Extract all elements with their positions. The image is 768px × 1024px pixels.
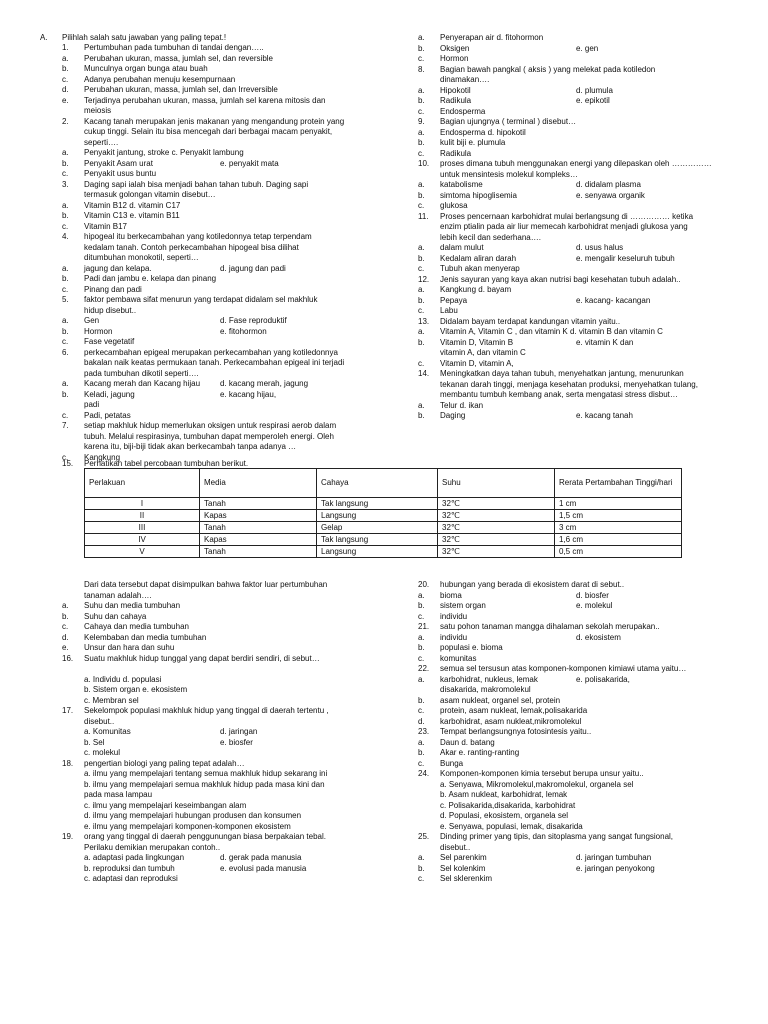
text-line: e. molekul bbox=[576, 601, 613, 610]
header-media: Media bbox=[200, 469, 317, 498]
header-rerata: Rerata Pertambahan Tinggi/hari bbox=[555, 469, 682, 498]
text-line: 25. bbox=[418, 832, 430, 841]
text-line: sistem organ bbox=[440, 601, 486, 610]
text-line: c. bbox=[418, 201, 425, 210]
table-cell: Langsung bbox=[317, 510, 438, 522]
text-line: Vitamin D, vitamin A, bbox=[440, 358, 514, 368]
text-line: Kacang merah dan Kacang hijau bbox=[84, 379, 201, 388]
text-line: e. epikotil bbox=[576, 96, 610, 105]
text-line: tubuh. Melalui respirasinya, tumbuhan dapat memperoleh energi. Oleh bbox=[84, 431, 334, 441]
text-line: Suatu makhluk hidup tunggal yang dapat berdiri sendiri, di sebut… bbox=[84, 653, 320, 663]
text-line: dinamakan…. bbox=[440, 75, 490, 84]
text-line: d. didalam plasma bbox=[576, 180, 641, 189]
text-line: b. bbox=[62, 389, 69, 399]
text-line: d. usus halus bbox=[576, 243, 624, 252]
text-line: Jenis sayuran yang kaya akan nutrisi bagi kesehatan tubuh adalah.. bbox=[440, 274, 681, 284]
text-line: b. bbox=[418, 643, 425, 652]
text-line: b. bbox=[62, 211, 69, 220]
text-line: a. ilmu yang mempelajari tentang semua makhluk hidup sekarang ini bbox=[84, 769, 328, 778]
experiment-table bbox=[84, 468, 682, 558]
text-line: Pinang dan padi bbox=[84, 284, 142, 294]
text-line: 12. bbox=[418, 274, 430, 284]
text-line: e. gen bbox=[576, 43, 599, 53]
text-line: b. bbox=[418, 337, 425, 347]
table-row bbox=[85, 522, 682, 534]
text-line: c. bbox=[62, 337, 69, 346]
text-line: pada masa lampau bbox=[84, 790, 153, 799]
text-line: e. ilmu yang mempelajari komponen-komponen ekosistem bbox=[84, 821, 291, 831]
table-cell: Kapas bbox=[200, 534, 317, 546]
text-line: c. bbox=[62, 452, 69, 462]
text-line: kulit biji e. plumula bbox=[440, 138, 506, 147]
text-line: a. bbox=[62, 53, 69, 63]
text-line: b. bbox=[418, 96, 425, 105]
text-line: d. gerak pada manusia bbox=[220, 853, 302, 862]
text-line: Fase vegetatif bbox=[84, 337, 135, 346]
text-line: d. bbox=[62, 632, 69, 642]
text-line: 13. bbox=[418, 316, 430, 326]
text-line: b. bbox=[62, 326, 69, 336]
text-line: Sel kolenkim bbox=[440, 863, 486, 873]
table-cell: 1 cm bbox=[555, 498, 682, 510]
text-line: Daun d. batang bbox=[440, 737, 495, 747]
table-cell: Tak langsung bbox=[317, 534, 438, 546]
text-line: bioma bbox=[440, 590, 462, 600]
text-line: termasuk golongan vitamin disebut… bbox=[84, 190, 216, 199]
text-line: 7. bbox=[62, 421, 69, 430]
text-line: Kacang tanah merupakan jenis makanan yang mengandung protein yang bbox=[84, 116, 345, 126]
text-line: Hormon bbox=[440, 54, 469, 63]
text-line: b. ilmu yang mempelajari semua makhluk hidup pada masa kini dan bbox=[84, 779, 325, 789]
table-header-row bbox=[85, 469, 682, 498]
text-line: Penyakit Asam urat bbox=[84, 158, 153, 168]
text-line: Kelembaban dan media tumbuhan bbox=[84, 632, 207, 642]
text-line: b. Asam nukleat, karbohidrat, lemak bbox=[440, 790, 568, 799]
text-line: Tubuh akan menyerap bbox=[440, 264, 520, 273]
table-cell: 1,5 cm bbox=[555, 510, 682, 522]
text-line: Kangkung bbox=[84, 452, 121, 462]
text-line: hubungan yang berada di ekosistem darat di sebut.. bbox=[440, 580, 625, 589]
table-cell: I bbox=[85, 498, 200, 510]
text-line: e. vitamin K dan bbox=[576, 337, 634, 347]
text-line: d. bbox=[418, 716, 425, 726]
text-line: b. reproduksi dan tumbuh bbox=[84, 863, 175, 873]
text-line: 11. bbox=[418, 211, 429, 221]
text-line: e. bbox=[62, 95, 69, 105]
text-line: c. ilmu yang mempelajari keseimbangan alam bbox=[84, 800, 247, 810]
text-line: Suhu dan cahaya bbox=[84, 611, 147, 621]
table-row bbox=[85, 546, 682, 558]
text-line: individu bbox=[440, 632, 468, 642]
text-line: 17. bbox=[62, 706, 74, 715]
text-line: d. jaringan tumbuhan bbox=[576, 853, 652, 862]
text-line: tanaman adalah…. bbox=[84, 590, 152, 600]
table-row bbox=[85, 498, 682, 510]
text-line: b. bbox=[418, 295, 425, 305]
text-line: padi bbox=[84, 400, 100, 409]
text-line: komunitas bbox=[440, 653, 477, 663]
text-line: b. bbox=[418, 863, 425, 873]
text-line: individu bbox=[440, 611, 468, 621]
text-line: c. bbox=[418, 148, 425, 158]
text-line: b. bbox=[418, 190, 425, 200]
text-line: vitamin A, dan vitamin C bbox=[440, 348, 526, 357]
text-line: c. molekul bbox=[84, 748, 121, 757]
text-line: Daging sapi ialah bisa menjadi bahan tahan tubuh. Daging sapi bbox=[84, 179, 309, 189]
text-line: a. Senyawa, Mikromolekul,makromolekul, organela sel bbox=[440, 779, 634, 789]
text-line: Keladi, jagung bbox=[84, 389, 135, 399]
text-line: a. bbox=[418, 853, 425, 862]
text-line: e. senyawa organik bbox=[576, 190, 645, 200]
text-line: e. kacang tanah bbox=[576, 411, 633, 420]
text-line: 18. bbox=[62, 758, 74, 768]
text-line: c. bbox=[62, 74, 69, 84]
table-cell: Langsung bbox=[317, 546, 438, 558]
text-line: meiosis bbox=[84, 106, 112, 115]
text-line: Hormon bbox=[84, 326, 113, 336]
text-line: simtoma hipoglisemia bbox=[440, 190, 517, 200]
table-row bbox=[85, 510, 682, 522]
header-cahaya: Cahaya bbox=[317, 469, 438, 498]
text-line: c. Polisakarida,disakarida, karbohidrat bbox=[440, 800, 576, 810]
text-line: karbohidrat, nukleus, lemak bbox=[440, 674, 538, 684]
text-line: Perubahan ukuran, massa, jumlah sel, dan reversible bbox=[84, 53, 273, 63]
text-line: c. bbox=[62, 221, 69, 231]
text-line: 23. bbox=[418, 727, 430, 736]
text-line: c. bbox=[418, 653, 425, 663]
text-line: e. mengalir keseluruh tubuh bbox=[576, 253, 675, 263]
text-line: e. Senyawa, populasi, lemak, disakarida bbox=[440, 821, 583, 831]
text-line: Hipokotil bbox=[440, 85, 471, 95]
text-line: Bagian bawah pangkal ( aksis ) yang melekat pada kotiledon bbox=[440, 64, 656, 74]
text-line: b. bbox=[62, 158, 69, 168]
text-line: c. bbox=[418, 54, 425, 63]
text-line: Radikula bbox=[440, 96, 472, 105]
text-line: Munculnya organ bunga atau buah bbox=[84, 64, 208, 73]
text-line: c. bbox=[418, 874, 425, 883]
text-line: 22. bbox=[418, 664, 430, 673]
text-line: untuk mensintesis molekul kompleks… bbox=[440, 169, 578, 179]
text-line: a. bbox=[62, 200, 69, 210]
text-line: Penyakit jantung, stroke c. Penyakit lambung bbox=[84, 148, 244, 157]
table-cell: 3 cm bbox=[555, 522, 682, 534]
text-line: Sel parenkim bbox=[440, 853, 487, 862]
text-line: a. bbox=[418, 400, 425, 410]
text-line: Didalam bayam terdapat kandungan vitamin yaitu.. bbox=[440, 316, 621, 326]
text-line: karena itu, biji-biji tidak akan berkecambah tanpa adanya … bbox=[84, 442, 297, 451]
text-line: hidup disebut.. bbox=[84, 305, 137, 315]
text-line: Daging bbox=[440, 411, 466, 420]
text-line: glukosa bbox=[440, 201, 468, 210]
text-line: b. Sistem organ e. ekosistem bbox=[84, 685, 188, 694]
section-label: A. bbox=[40, 33, 48, 42]
text-line: 19. bbox=[62, 832, 74, 841]
text-line: setiap makhluk hidup memerlukan oksigen untuk respirasi aerob dalam bbox=[84, 421, 337, 430]
table-cell: IV bbox=[85, 534, 200, 546]
text-line: enzim ptialin pada air liur memecah karbohidrat menjadi glukosa yang bbox=[440, 222, 688, 231]
text-line: Tempat berlangsungnya fotosintesis yaitu.. bbox=[440, 727, 592, 736]
text-line: d. jaringan bbox=[220, 727, 258, 736]
text-line: b. bbox=[418, 748, 425, 757]
q15-number: 15. bbox=[62, 459, 74, 468]
text-line: Dari data tersebut dapat disimpulkan bahwa faktor luar pertumbuhan bbox=[84, 580, 328, 589]
text-line: orang yang tinggal di daerah penggunungan biasa berpakaian tebal. bbox=[84, 832, 326, 841]
text-line: e. kacang- kacangan bbox=[576, 295, 651, 305]
text-line: Perilaku demikian merupakan contoh.. bbox=[84, 842, 221, 852]
text-line: Endosperma bbox=[440, 106, 486, 116]
text-line: a. bbox=[418, 243, 425, 252]
text-line: b. bbox=[62, 274, 69, 283]
text-line: kedalam tanah. Contoh perkecambahan hipogeal bisa dilihat bbox=[84, 242, 299, 252]
table-cell: 0,5 cm bbox=[555, 546, 682, 558]
text-line: satu pohon tanaman mangga dihalaman sekolah merupakan.. bbox=[440, 622, 660, 631]
text-line: 20. bbox=[418, 580, 430, 589]
text-line: jagung dan kelapa. bbox=[84, 263, 152, 273]
text-line: Vitamin B12 d. vitamin C17 bbox=[84, 200, 181, 210]
text-line: e. biosfer bbox=[220, 737, 253, 747]
text-line: 24. bbox=[418, 769, 430, 778]
text-line: b. bbox=[62, 611, 69, 621]
q15-text: Perhatikan tabel percobaan tumbuhan berikut. bbox=[84, 459, 249, 468]
text-line: Kangkung d. bayam bbox=[440, 285, 512, 294]
text-line: Vitamin C13 e. vitamin B11 bbox=[84, 211, 180, 220]
text-line: a. bbox=[418, 127, 425, 137]
text-line: 4. bbox=[62, 232, 69, 241]
text-line: a. bbox=[62, 316, 69, 325]
text-line: Penyakit usus buntu bbox=[84, 169, 157, 178]
table-cell: II bbox=[85, 510, 200, 522]
text-line: 10. bbox=[418, 159, 430, 168]
text-line: Komponen-komponen kimia tersebut berupa unsur yaitu.. bbox=[440, 769, 644, 778]
table-cell: Kapas bbox=[200, 510, 317, 522]
text-line: c. bbox=[418, 306, 425, 315]
text-line: protein, asam nukleat, lemak,polisakarida bbox=[440, 706, 588, 715]
text-line: a. bbox=[418, 737, 425, 747]
text-line: Penyerapan air d. fitohormon bbox=[440, 33, 544, 42]
text-line: d. kacang merah, jagung bbox=[220, 379, 309, 388]
header-perlakuan: Perlakuan bbox=[85, 469, 200, 498]
text-line: cukup tinggi. Selain itu bisa mencegah dari berbagai macam penyakit, bbox=[84, 127, 333, 136]
text-line: 16. bbox=[62, 653, 74, 663]
text-line: c. adaptasi dan reproduksi bbox=[84, 874, 178, 883]
text-line: a. Komunitas bbox=[84, 727, 131, 736]
text-line: dalam mulut bbox=[440, 243, 484, 252]
table-cell: V bbox=[85, 546, 200, 558]
text-line: a. bbox=[418, 590, 425, 600]
text-line: Pepaya bbox=[440, 295, 468, 305]
text-line: d. ilmu yang mempelajari hubungan produsen dan konsumen bbox=[84, 811, 302, 820]
text-line: d. plumula bbox=[576, 85, 613, 95]
text-line: Proses pencernaan karbohidrat mulai berlangsung di …………… ketika bbox=[440, 211, 694, 221]
text-line: pada tumbuhan dikotil seperti…. bbox=[84, 368, 199, 378]
text-line: a. bbox=[62, 148, 69, 157]
text-line: Kedalam aliran darah bbox=[440, 253, 517, 263]
text-line: Meningkatkan daya tahan tubuh, menyehatkan jantung, menurunkan bbox=[440, 369, 684, 378]
text-line: Radikula bbox=[440, 148, 472, 158]
text-line: Vitamin A, Vitamin C , dan vitamin K d. vitamin B dan vitamin C bbox=[440, 327, 663, 336]
text-line: e. penyakit mata bbox=[220, 158, 279, 168]
text-line: 14. bbox=[418, 369, 430, 378]
text-line: Padi, petatas bbox=[84, 410, 131, 420]
text-line: disakarida, makromolekul bbox=[440, 685, 531, 694]
header-suhu: Suhu bbox=[438, 469, 555, 498]
text-line: a. bbox=[418, 285, 425, 294]
text-line: 8. bbox=[418, 64, 425, 74]
text-line: c. bbox=[62, 622, 69, 631]
text-line: a. adaptasi pada lingkungan bbox=[84, 853, 185, 862]
text-line: karbohidrat, asam nukleat,mikromolekul bbox=[440, 716, 582, 726]
text-line: c. bbox=[418, 758, 425, 768]
text-line: e. fitohormon bbox=[220, 326, 267, 336]
table-cell: 32℃ bbox=[438, 534, 555, 546]
text-line: Unsur dan hara dan suhu bbox=[84, 643, 175, 652]
text-line: perkecambahan epigeal merupakan perkecambahan yang kotiledonnya bbox=[84, 347, 338, 357]
table-cell: 32℃ bbox=[438, 498, 555, 510]
text-line: 5. bbox=[62, 295, 69, 304]
text-line: a. bbox=[418, 632, 425, 642]
text-line: Sel sklerenkim bbox=[440, 874, 493, 883]
text-line: c. Membran sel bbox=[84, 695, 139, 705]
text-line: a. bbox=[418, 327, 425, 336]
text-line: Endosperma d. hipokotil bbox=[440, 127, 526, 137]
text-line: Terjadinya perubahan ukuran, massa, jumlah sel karena mitosis dan bbox=[84, 95, 326, 105]
text-line: a. bbox=[62, 601, 69, 610]
text-line: 9. bbox=[418, 117, 425, 126]
text-line: Suhu dan media tumbuhan bbox=[84, 601, 181, 610]
text-line: Sekelompok populasi makhluk hidup yang tinggal di daerah tertentu , bbox=[84, 706, 329, 715]
text-line: pengertian biologi yang paling tepat adalah… bbox=[84, 758, 245, 768]
text-line: b. bbox=[418, 695, 425, 705]
text-line: c. bbox=[62, 410, 69, 420]
text-line: Vitamin B17 bbox=[84, 221, 127, 231]
text-line: b. bbox=[418, 138, 425, 147]
text-line: hipogeal itu berkecambahan yang kotiledonnya tetap terpendam bbox=[84, 232, 312, 241]
text-line: disebut.. bbox=[440, 842, 471, 852]
table-cell: Tanah bbox=[200, 546, 317, 558]
text-line: seperti…. bbox=[84, 137, 119, 147]
text-line: Gen bbox=[84, 316, 100, 325]
table-cell: 32℃ bbox=[438, 522, 555, 534]
text-line: e. bbox=[62, 643, 69, 652]
text-line: c. bbox=[418, 706, 425, 715]
text-line: bakalan naik keatas permukaan tanah. Perkecambahan epigeal ini terjadi bbox=[84, 358, 345, 367]
table-cell: Gelap bbox=[317, 522, 438, 534]
table-row bbox=[85, 534, 682, 546]
text-line: b. bbox=[418, 43, 425, 53]
text-line: c. bbox=[418, 611, 425, 621]
text-line: c. bbox=[418, 358, 425, 368]
text-line: Pertumbuhan pada tumbuhan di tandai dengan….. bbox=[84, 43, 264, 52]
text-line: Cahaya dan media tumbuhan bbox=[84, 622, 189, 631]
text-line: Telur d. ikan bbox=[440, 400, 484, 410]
table-cell: 32℃ bbox=[438, 546, 555, 558]
text-line: e. polisakarida, bbox=[576, 674, 630, 684]
text-line: Padi dan jambu e. kelapa dan pinang bbox=[84, 274, 217, 283]
text-line: Vitamin D, Vitamin B bbox=[440, 337, 514, 347]
text-line: faktor pembawa sifat menurun yang terdapat didalam sel makhluk bbox=[84, 295, 318, 304]
text-line: semua sel tersusun atas komponen-komponen kimiawi utama yaitu… bbox=[440, 664, 687, 673]
text-line: c. bbox=[418, 106, 425, 116]
text-line: a. Individu d. populasi bbox=[84, 674, 162, 684]
text-line: Bagian ujungnya ( terminal ) disebut… bbox=[440, 117, 577, 126]
table-cell: 32℃ bbox=[438, 510, 555, 522]
text-line: d. jagung dan padi bbox=[220, 263, 286, 273]
text-line: e. evolusi pada manusia bbox=[220, 863, 307, 873]
text-line: Labu bbox=[440, 306, 458, 315]
text-line: b. Sel bbox=[84, 737, 105, 747]
text-line: 2. bbox=[62, 116, 69, 126]
text-line: membantu tumbuh kembang anak, serta mengatasi stress disbut… bbox=[440, 390, 678, 399]
text-line: b. bbox=[418, 411, 425, 420]
text-line: ditumbuhan monokotil, seperti… bbox=[84, 253, 199, 262]
text-line: c. bbox=[418, 264, 425, 273]
text-line: disebut.. bbox=[84, 716, 115, 726]
text-line: a. bbox=[62, 263, 69, 273]
text-line: tekanan darah tinggi, menjaga kesehatan produksi, menyehatkan tulang, bbox=[440, 379, 698, 389]
text-line: d. biosfer bbox=[576, 590, 609, 600]
text-line: proses dimana tubuh menggunakan energi yang dilepaskan oleh …………… bbox=[440, 159, 712, 168]
text-line: populasi e. bioma bbox=[440, 643, 503, 652]
text-line: d. bbox=[62, 85, 69, 94]
text-line: Perubahan ukuran, massa, jumlah sel, dan Irreversible bbox=[84, 85, 278, 94]
text-line: e. kacang hijau, bbox=[220, 389, 277, 399]
text-line: e. jaringan penyokong bbox=[576, 863, 655, 873]
text-line: asam nukleat, organel sel, protein bbox=[440, 695, 561, 705]
text-line: katabolisme bbox=[440, 180, 483, 189]
text-line: 1. bbox=[62, 43, 69, 52]
text-line: d. Fase reproduktif bbox=[220, 316, 287, 325]
text-line: b. bbox=[62, 64, 69, 73]
text-line: a. bbox=[62, 379, 69, 388]
text-line: a. bbox=[418, 85, 425, 95]
text-line: Adanya perubahan menuju kesempurnaan bbox=[84, 74, 236, 84]
text-line: d. Populasi, ekosistem, organela sel bbox=[440, 811, 569, 820]
table-cell: Tak langsung bbox=[317, 498, 438, 510]
text-line: a. bbox=[418, 180, 425, 189]
text-line: d. ekosistem bbox=[576, 632, 621, 642]
table-cell: Tanah bbox=[200, 498, 317, 510]
text-line: Akar e. ranting-ranting bbox=[440, 748, 520, 757]
text-line: 3. bbox=[62, 179, 69, 189]
text-line: c. bbox=[62, 169, 69, 178]
text-line: 21. bbox=[418, 622, 430, 631]
text-line: Bunga bbox=[440, 758, 464, 768]
text-line: lebih kecil dan sederhana…. bbox=[440, 232, 541, 242]
instruction: Pilihlah salah satu jawaban yang paling tepat.! bbox=[62, 33, 227, 42]
text-line: 6. bbox=[62, 347, 69, 357]
text-line: c. bbox=[62, 284, 69, 294]
text-line: Dinding primer yang tipis, dan sitoplasma yang sangat fungsional, bbox=[440, 832, 674, 841]
table-cell: 1,6 cm bbox=[555, 534, 682, 546]
text-line: b. bbox=[418, 253, 425, 263]
table-cell: III bbox=[85, 522, 200, 534]
text-line: Oksigen bbox=[440, 43, 470, 53]
text-line: a. bbox=[418, 674, 425, 684]
text-line: a. bbox=[418, 33, 425, 42]
text-line: b. bbox=[418, 601, 425, 610]
table-cell: Tanah bbox=[200, 522, 317, 534]
